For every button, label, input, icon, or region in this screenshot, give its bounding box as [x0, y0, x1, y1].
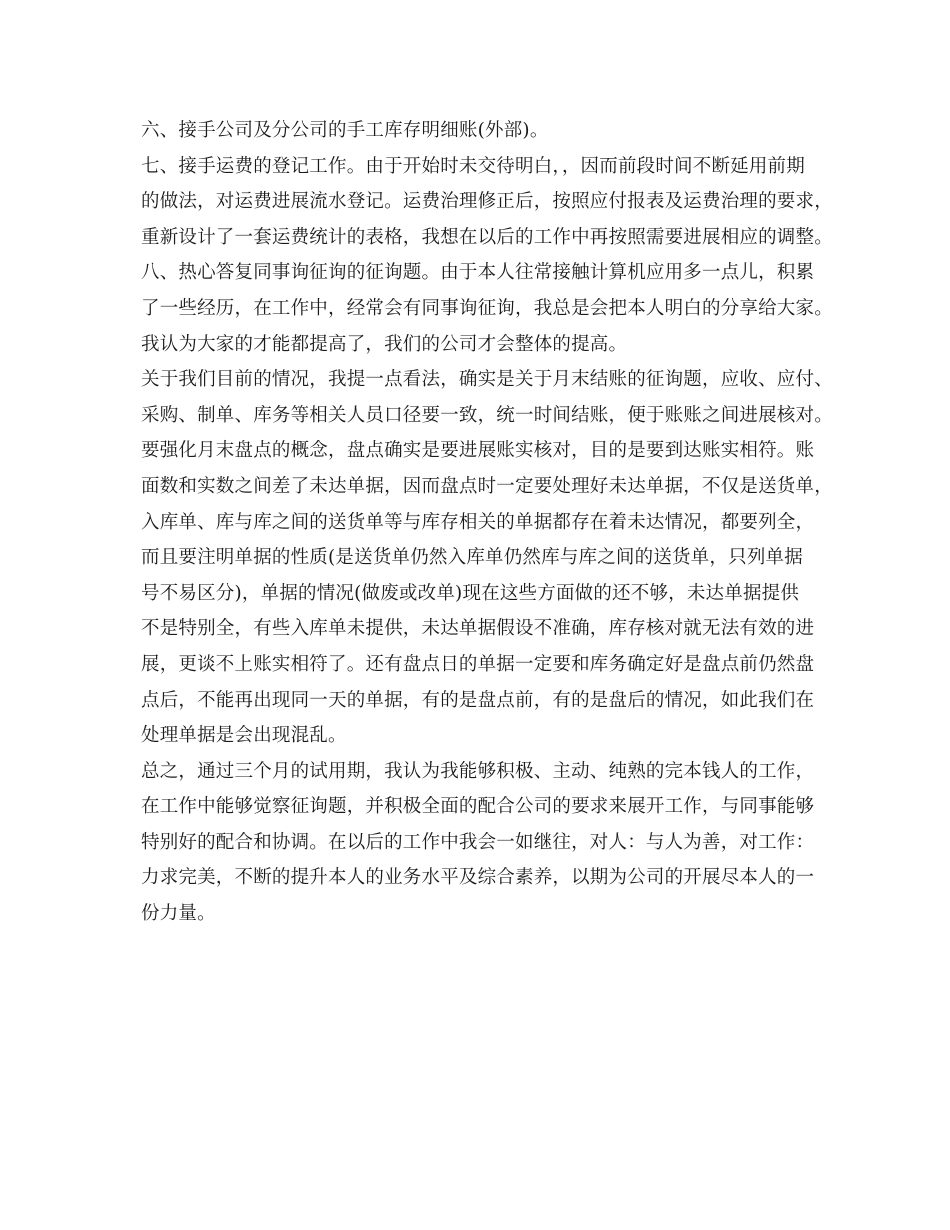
- text-line: 力求完美，不断的提升本人的业务水平及综合素养，以期为公司的开展尽本人的一: [141, 867, 815, 889]
- text-line: 的做法，对运费进展流水登记。运费治理修正后，按照应付报表及运费治理的要求，: [141, 191, 833, 213]
- text-line: 了一些经历，在工作中，经常会有同事询征询，我总是会把本人明白的分享给大家。: [141, 297, 833, 319]
- text-line: 总之，通过三个月的试用期，我认为我能够积极、主动、纯熟的完本钱人的工作，: [141, 760, 815, 782]
- text-line: 我认为大家的才能都提高了，我们的公司才会整体的提高。: [141, 333, 628, 355]
- text-line: 要强化月末盘点的概念，盘点确实是要进展账实核对，目的是要到达账实相符。账: [141, 440, 815, 462]
- text-line: 采购、制单、库务等相关人员口径要一致，统一时间结账，便于账账之间进展核对。: [141, 404, 833, 426]
- text-line: 点后，不能再出现同一天的单据，有的是盘点前，有的是盘后的情况，如此我们在: [141, 689, 815, 711]
- text-line: 不是特别全，有些入库单未提供，未达单据假设不准确，库存核对就无法有效的进: [141, 618, 815, 640]
- text-line: 号不易区分)，单据的情况(做废或改单)现在这些方面做的还不够，未达单据提供: [141, 582, 800, 604]
- text-line: 八、热心答复同事询征询的征询题。由于本人往常接触计算机应用多一点儿，积累: [141, 262, 815, 284]
- text-line: 处理单据是会出现混乱。: [141, 725, 347, 747]
- text-line: 重新设计了一套运费统计的表格，我想在以后的工作中再按照需要进展相应的调整。: [141, 226, 833, 248]
- text-line: 而且要注明单据的性质(是送货单仍然入库单仍然库与库之间的送货单，只列单据: [141, 547, 803, 569]
- text-line: 六、接手公司及分公司的手工库存明细账(外部)。: [141, 120, 549, 141]
- document-body: [141, 113, 831, 932]
- text-line: 入库单、库与库之间的送货单等与库存相关的单据都存在着未达情况，都要列全，: [141, 511, 815, 533]
- text-line: 在工作中能够觉察征询题，并积极全面的配合公司的要求来展开工作，与同事能够: [141, 796, 815, 818]
- text-line: 面数和实数之间差了未达单据，因而盘点时一定要处理好未达单据，不仅是送货单，: [141, 475, 833, 497]
- text-line: 关于我们目前的情况，我提一点看法，确实是关于月末结账的征询题，应收、应付、: [141, 369, 833, 391]
- text-line: 份力量。: [141, 903, 216, 925]
- text-line: 展，更谈不上账实相符了。还有盘点日的单据一定要和库务确定好是盘点前仍然盘: [141, 653, 815, 675]
- text-line: 特别好的配合和协调。在以后的工作中我会一如继往，对人：与人为善，对工作：: [141, 831, 815, 853]
- text-line: 七、接手运费的登记工作。由于开始时未交待明白，，因而前段时间不断延用前期: [141, 155, 805, 177]
